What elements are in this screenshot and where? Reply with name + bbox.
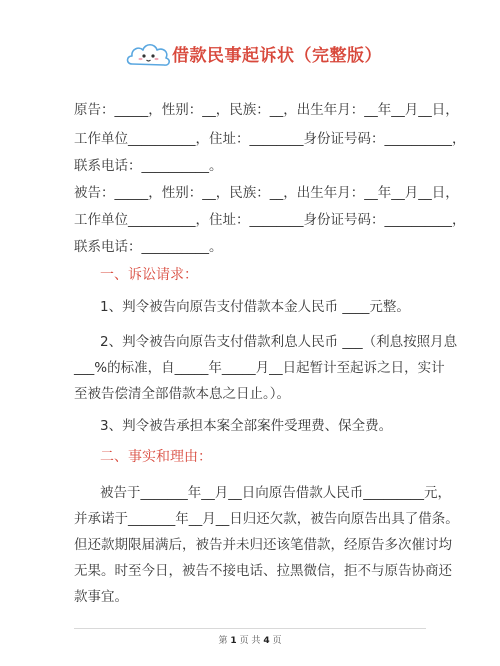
plaintiff-line-3: 联系电话：__________。: [74, 158, 223, 174]
facts-line-2: 并承诺于_______年__月__日归还欠款，被告向原告出具了借条。: [74, 511, 459, 527]
defendant-line-1: 被告：_____，性别：__，民族：__，出生年月：__年__月__日，: [74, 185, 459, 201]
claims-heading: 一、诉讼请求：: [100, 267, 198, 283]
page-footer: [0, 633, 500, 646]
footer-page-number: 1: [230, 636, 237, 646]
claim-item-2-line-1: 2、判令被告向原告支付借款利息人民币 ___（利息按照月息: [100, 334, 458, 350]
claim-item-2-line-2: ___%的标准，自_____年_____月__日起暂计至起诉之日，实计: [74, 360, 445, 376]
footer-total-pages: 4: [263, 636, 270, 646]
footer-suffix: 页: [272, 636, 282, 646]
claim-item-1: 1、判令被告向原告支付借款本金人民币 ____元整。: [100, 299, 410, 315]
plaintiff-line-2: 工作单位__________，住址：________身份证号码：__________，: [74, 131, 466, 147]
facts-line-4: 无果。时至今日，被告不接电话、拉黑微信，拒不与原告协商还: [74, 563, 452, 579]
claim-item-2-line-3: 至被告偿清全部借款本息之日止。）。: [74, 386, 290, 402]
facts-line-3: 但还款期限届满后，被告并未归还该笔借款，经原告多次催讨均: [74, 537, 452, 553]
footer-prefix: 第: [218, 636, 228, 646]
facts-line-5: 款事宜。: [74, 589, 128, 605]
cloud-face-icon: [124, 38, 172, 70]
facts-line-1: 被告于_______年__月__日向原告借款人民币_________元，: [100, 485, 451, 501]
defendant-line-2: 工作单位__________，住址：________身份证号码：__________，: [74, 212, 466, 228]
footer-mid: 页 共: [239, 636, 261, 646]
title-row: [0, 38, 500, 72]
facts-heading: 二、事实和理由：: [100, 449, 212, 465]
document-title: 借款民事起诉状（完整版）: [172, 46, 382, 66]
footer-divider: [74, 628, 426, 629]
defendant-line-3: 联系电话：__________。: [74, 239, 223, 255]
claim-item-3: 3、判令被告承担本案全部案件受理费、保全费。: [100, 418, 393, 434]
plaintiff-line-1: 原告：_____，性别：__，民族：__，出生年月：__年__月__日，: [74, 102, 459, 118]
